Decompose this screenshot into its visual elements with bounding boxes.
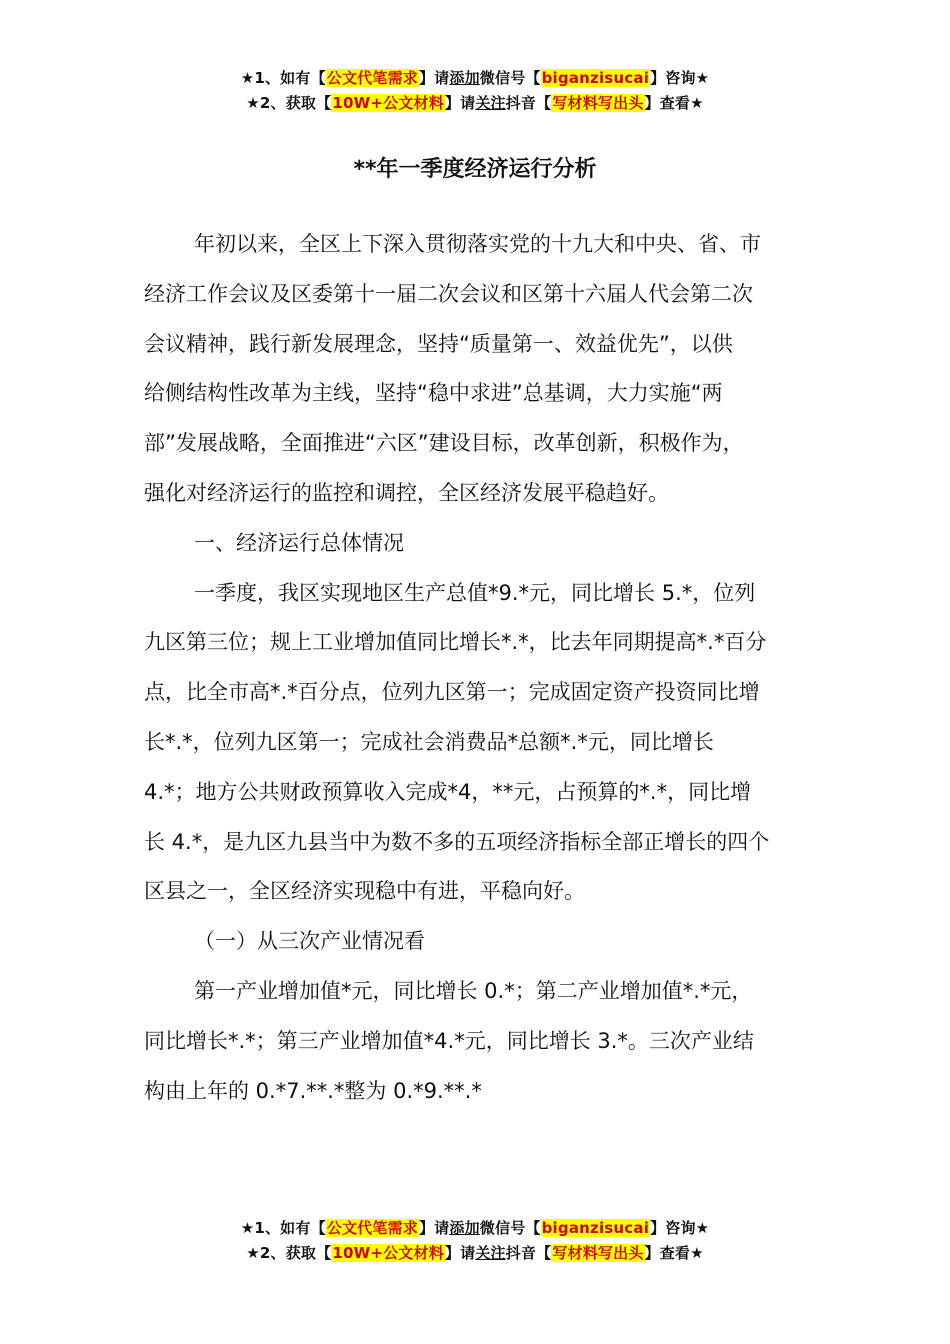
- text-line: 年初以来，全区上下深入贯彻落实党的十九大和中央、省、市: [194, 232, 761, 256]
- text-line: 部”发展战略，全面推进“六区”建设目标，改革创新，积极作为，: [144, 431, 744, 456]
- text-line: 长*.*，位列九区第一；完成社会消费品*总额*.*元，同比增长: [144, 729, 714, 754]
- banner-line-2: [0, 1241, 950, 1266]
- banner-highlight: 写材料写出头: [552, 1244, 644, 1262]
- document-title: **年一季度经济运行分析: [353, 157, 597, 182]
- footer-banner: [0, 1216, 950, 1266]
- paragraph-overview: [144, 569, 812, 918]
- banner-text: 】查看★: [644, 94, 704, 112]
- banner-text: 】请: [418, 69, 450, 87]
- text-line: 第一产业增加值*元，同比增长 0.*；第二产业增加值*.*元，: [194, 978, 753, 1003]
- paragraph-intro: [144, 220, 812, 519]
- section-heading: [144, 519, 812, 569]
- banner-highlight: 公文代笔需求: [326, 69, 418, 87]
- text-line: 构由上年的 0.*7.**.*整为 0.*9.**.*: [144, 1078, 482, 1103]
- banner-text: ★1、如有【: [240, 1219, 326, 1237]
- banner-highlight: 10W+公文材料: [332, 1244, 444, 1262]
- banner-highlight: 写材料写出头: [552, 94, 644, 112]
- header-banner: [0, 66, 950, 116]
- paragraph-industries: [144, 967, 812, 1116]
- text-line: 给侧结构性改革为主线，坚持“稳中求进”总基调，大力实施“两: [144, 381, 723, 406]
- banner-text: 微信号【: [479, 69, 541, 87]
- text-line: 4.*；地方公共财政预算收入完成*4，**元，占预算的*.*，同比增: [144, 779, 752, 804]
- banner-highlight: 公文代笔需求: [326, 1219, 418, 1237]
- banner-text: 】请: [418, 1219, 450, 1237]
- banner-line-1: [0, 1216, 950, 1241]
- banner-text: ★1、如有【: [240, 69, 326, 87]
- heading-text: 一、经济运行总体情况: [194, 530, 404, 555]
- banner-text: 】咨询★: [650, 1219, 710, 1237]
- text-line: 会议精神，践行新发展理念，坚持“质量第一、效益优先”，以供: [144, 331, 733, 356]
- text-line: 长 4.*，是九区九县当中为数不多的五项经济指标全部正增长的四个: [144, 829, 770, 854]
- text-line: 强化对经济运行的监控和调控，全区经济发展平稳趋好。: [144, 480, 669, 505]
- banner-line-1: [0, 66, 950, 91]
- text-line: 点，比全市高*.*百分点，位列九区第一；完成固定资产投资同比增: [144, 680, 760, 705]
- text-line: 区县之一，全区经济实现稳中有进，平稳向好。: [144, 879, 585, 904]
- banner-highlight: biganzisucai: [541, 1219, 650, 1237]
- text-line: 经济工作会议及区委第十一届二次会议和区第十六届人代会第二次: [144, 281, 753, 306]
- banner-line-2: [0, 91, 950, 116]
- banner-underline: 添加: [449, 1219, 480, 1237]
- text-line: 同比增长*.*；第三产业增加值*4.*元，同比增长 3.*。三次产业结: [144, 1028, 754, 1053]
- banner-underline: 关注: [475, 1244, 506, 1262]
- subsection-heading: [144, 917, 812, 967]
- banner-text: 】咨询★: [650, 69, 710, 87]
- banner-text: 微信号【: [479, 1219, 541, 1237]
- heading-text: （一）从三次产业情况看: [194, 929, 425, 954]
- banner-text: 】请: [444, 94, 476, 112]
- banner-highlight: 10W+公文材料: [332, 94, 444, 112]
- text-line: 九区第三位；规上工业增加值同比增长*.*，比去年同期提高*.*百分: [144, 630, 767, 655]
- banner-text: 】请: [444, 1244, 476, 1262]
- banner-text: 】查看★: [644, 1244, 704, 1262]
- banner-highlight: biganzisucai: [541, 69, 650, 87]
- banner-text: ★2、获取【: [246, 1244, 332, 1262]
- banner-text: 抖音【: [505, 94, 552, 112]
- banner-underline: 添加: [449, 69, 480, 87]
- text-line: 一季度，我区实现地区生产总值*9.*元，同比增长 5.*，位列: [194, 580, 756, 605]
- document-body: [144, 220, 812, 1116]
- banner-underline: 关注: [475, 94, 506, 112]
- banner-text: ★2、获取【: [246, 94, 332, 112]
- banner-text: 抖音【: [505, 1244, 552, 1262]
